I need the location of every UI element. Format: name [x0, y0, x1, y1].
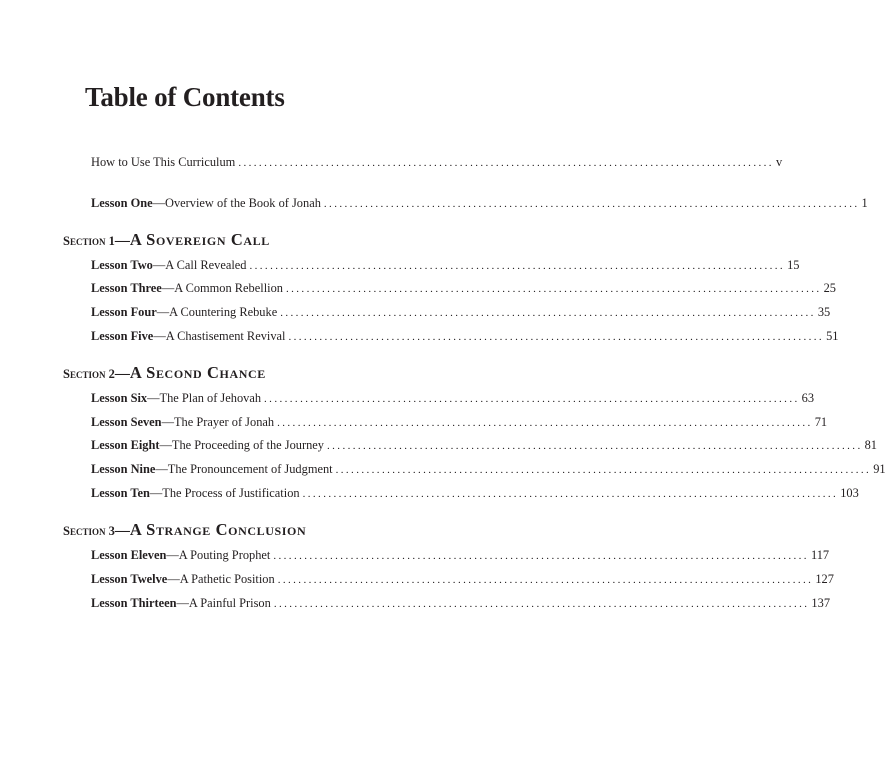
entry-title: The Pronouncement of Judgment — [167, 462, 333, 476]
entry-label: Lesson Four — [91, 305, 157, 319]
dot-leader: ........................................................................................................ — [249, 260, 786, 272]
entry-title: The Plan of Jehovah — [159, 391, 262, 405]
entry-page: v — [775, 155, 783, 169]
entry-page: 127 — [815, 572, 834, 586]
toc-entry[interactable] — [91, 437, 877, 454]
dot-leader: ........................................................................................................ — [288, 331, 825, 343]
entry-title: How to Use This Curriculum — [91, 155, 236, 169]
dot-leader: ........................................................................................................ — [280, 307, 816, 319]
entry-label: Lesson Eleven — [91, 548, 167, 562]
entry-separator: — — [152, 258, 166, 272]
entry-separator: — — [149, 486, 163, 500]
toc-entry[interactable] — [91, 195, 868, 212]
entry-separator: — — [161, 415, 174, 429]
entry-title: A Painful Prison — [188, 596, 271, 610]
dot-leader: ........................................................................................................ — [273, 550, 809, 562]
entry-separator: — — [153, 329, 166, 343]
entry-label: Lesson Three — [91, 281, 162, 295]
entry-page: 117 — [810, 548, 830, 562]
section-name: A Second Chance — [129, 363, 266, 382]
dot-leader: ........................................................................................................ — [323, 198, 860, 210]
toc-entry[interactable] — [91, 390, 815, 407]
entry-label: Lesson One — [91, 196, 153, 210]
entry-title: The Prayer of Jonah — [173, 415, 275, 429]
entry-label: Lesson Two — [91, 258, 153, 272]
toc-entry[interactable] — [91, 304, 831, 321]
toc-entry[interactable] — [91, 414, 828, 431]
entry-page: 81 — [864, 438, 877, 452]
entry-page: 35 — [817, 305, 831, 319]
toc-entry[interactable] — [91, 280, 836, 297]
section-heading — [63, 230, 270, 251]
section-dash: — — [114, 366, 130, 382]
entry-page: 91 — [873, 462, 886, 476]
section-name: A Sovereign Call — [129, 230, 270, 249]
entry-page: 71 — [814, 415, 828, 429]
section-heading — [63, 363, 266, 384]
entry-page: 51 — [826, 329, 839, 343]
entry-separator: — — [159, 438, 172, 452]
entry-label: Lesson Six — [91, 391, 148, 405]
entry-separator: — — [167, 572, 180, 586]
entry-title: The Process of Justification — [162, 486, 300, 500]
entry-separator: — — [161, 281, 175, 295]
entry-separator: — — [166, 548, 179, 562]
section-dash: — — [114, 233, 130, 249]
entry-title: The Proceeding of the Journey — [171, 438, 324, 452]
dot-leader: ........................................................................................................ — [238, 157, 774, 169]
entry-separator: — — [152, 196, 166, 210]
entry-label: Lesson Ten — [91, 486, 150, 500]
dot-leader: ........................................................................................................ — [335, 464, 872, 476]
entry-label: Lesson Twelve — [91, 572, 168, 586]
entry-label: Lesson Eight — [91, 438, 160, 452]
dot-leader: ........................................................................................................ — [277, 574, 814, 586]
entry-label: Lesson Nine — [91, 462, 156, 476]
section-heading — [63, 520, 306, 541]
entry-separator: — — [156, 305, 170, 319]
entry-label: Lesson Seven — [91, 415, 162, 429]
entry-separator: — — [147, 391, 160, 405]
toc-entry[interactable] — [91, 461, 886, 478]
entry-separator: — — [176, 596, 189, 610]
toc-entry[interactable] — [91, 485, 859, 502]
entry-title: A Pathetic Position — [179, 572, 275, 586]
section-prefix: Section 2 — [63, 367, 115, 381]
section-name: A Strange Conclusion — [129, 520, 307, 539]
dot-leader: ........................................................................................................ — [277, 417, 813, 429]
entry-page: 1 — [861, 196, 868, 210]
entry-label: Lesson Thirteen — [91, 596, 177, 610]
section-dash: — — [114, 523, 130, 539]
entry-title: A Common Rebellion — [174, 281, 283, 295]
toc-entry[interactable] — [91, 547, 830, 564]
section-prefix: Section 3 — [63, 524, 115, 538]
entry-title: A Call Revealed — [165, 258, 247, 272]
section-prefix: Section 1 — [63, 234, 115, 248]
toc-entry[interactable] — [91, 571, 834, 588]
toc-entry[interactable] — [91, 257, 800, 274]
dot-leader: ........................................................................................................ — [302, 488, 839, 500]
dot-leader: ........................................................................................................ — [327, 440, 863, 452]
page-title: Table of Contents — [85, 82, 285, 112]
toc-entry[interactable] — [91, 328, 839, 345]
dot-leader: ........................................................................................................ — [264, 393, 800, 405]
dot-leader: ........................................................................................................ — [285, 283, 822, 295]
entry-separator: — — [155, 462, 168, 476]
entry-page: 15 — [787, 258, 800, 272]
entry-title: A Pouting Prophet — [178, 548, 271, 562]
entry-page: 63 — [801, 391, 815, 405]
entry-page: 103 — [840, 486, 859, 500]
entry-page: 25 — [823, 281, 836, 295]
entry-title: A Countering Rebuke — [169, 305, 278, 319]
toc-entry[interactable] — [91, 154, 783, 171]
entry-page: 137 — [811, 596, 831, 610]
toc-entry[interactable] — [91, 595, 831, 612]
entry-title: A Chastisement Revival — [165, 329, 286, 343]
entry-label: Lesson Five — [91, 329, 154, 343]
dot-leader: ........................................................................................................ — [273, 598, 810, 610]
entry-title: Overview of the Book of Jonah — [165, 196, 321, 210]
